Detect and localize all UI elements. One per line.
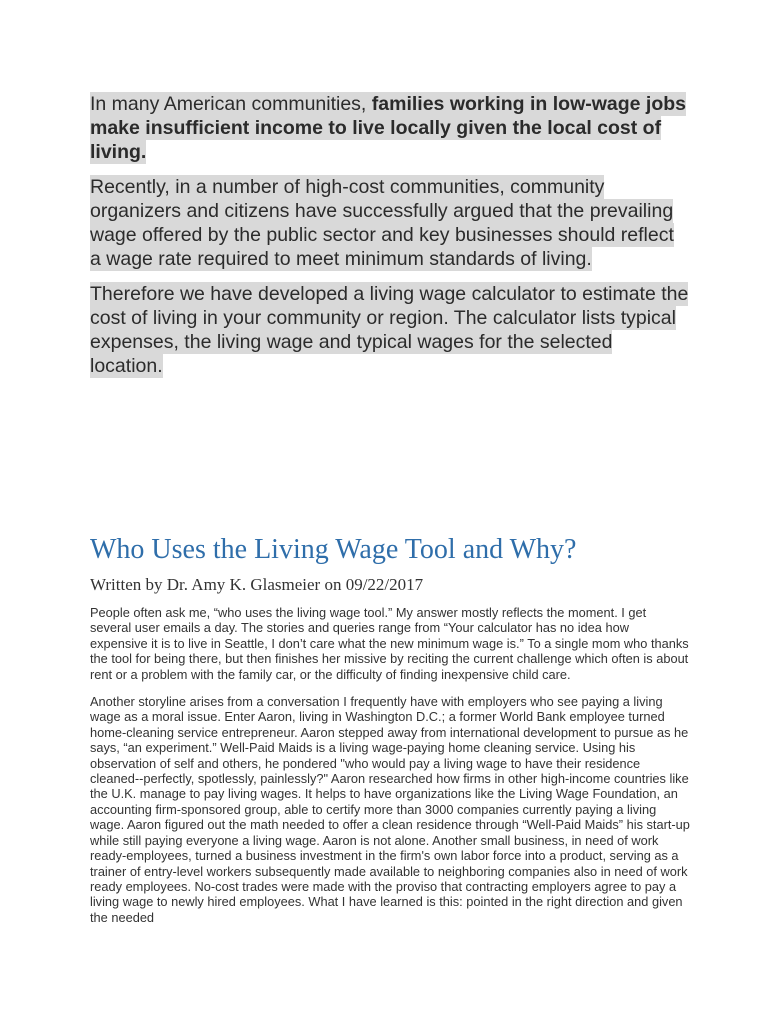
article-title: Who Uses the Living Wage Tool and Why? <box>90 534 577 565</box>
intro-paragraph-2-text: Recently, in a number of high-cost communities, community organizers and citizens have successfully argued that the prevailing wage offered by the public sector and key businesses should reflect a wage rate required to meet minimum standards of living. <box>90 176 674 270</box>
intro-paragraph-1 <box>90 92 690 164</box>
intro-paragraph-1-text: In many American communities, <box>90 93 372 115</box>
intro-paragraph-1-highlight <box>90 92 686 164</box>
intro-paragraph-3-text: Therefore we have developed a living wage calculator to estimate the cost of living in your community or region. The calculator lists typical expenses, the living wage and typical wages for the selected location. <box>90 283 689 377</box>
article-byline: Written by Dr. Amy K. Glasmeier on 09/22/2017 <box>90 575 424 594</box>
intro-paragraph-1-bold: families working in low-wage jobs make insufficient income to live locally given the local cost of living. <box>90 93 686 163</box>
article-paragraph-1: People often ask me, “who uses the living wage tool.” My answer mostly reflects the moment. I get several user emails a day. The stories and queries range from “Your calculator has no idea how expensive it is to live in Seattle, I don’t care what the new minimum wage is.” To a single mom who thanks the tool for being there, but then finishes her missive by reciting the current challenge which often is about rent or a problem with the family car, or the difficulty of finding inexpensive child care. <box>90 605 689 682</box>
intro-paragraph-2 <box>90 175 690 271</box>
intro-paragraph-3 <box>90 282 690 378</box>
article-paragraph-2: Another storyline arises from a conversation I frequently have with employers who see paying a living wage as a moral issue. Enter Aaron, living in Washington D.C.; a former World Bank employee turned home-cleaning service entrepreneur. Aaron stepped away from international development to pursue as he says, “an experiment.” Well-Paid Maids is a living wage-paying home cleaning service. Using his observation of self and others, he pondered "who would pay a living wage to have their residence cleaned--perfectly, spotlessly, painlessly?" Aaron researched how firms in other high-income countries like the U.K. manage to pay living wages. It helps to have organizations like the Living Wage Foundation, an accounting firm-sponsored group, able to certify more than 3000 companies currently paying a living wage. Aaron figured out the math needed to offer a clean residence through “Well-Paid Maids” his start-up while still paying everyone a living wage. Aaron is not alone. Another small business, in need of work ready-employees, turned a business investment in the firm's own labor force into a product, serving as a trainer of entry-level workers subsequently made available to neighboring companies also in need of work ready employees. No-cost trades were made with the proviso that contracting employers agree to pay a living wage to newly hired employees. What I have learned is this: pointed in the right direction and given the needed <box>90 694 690 925</box>
intro-section <box>90 92 690 389</box>
article-body <box>90 605 690 937</box>
